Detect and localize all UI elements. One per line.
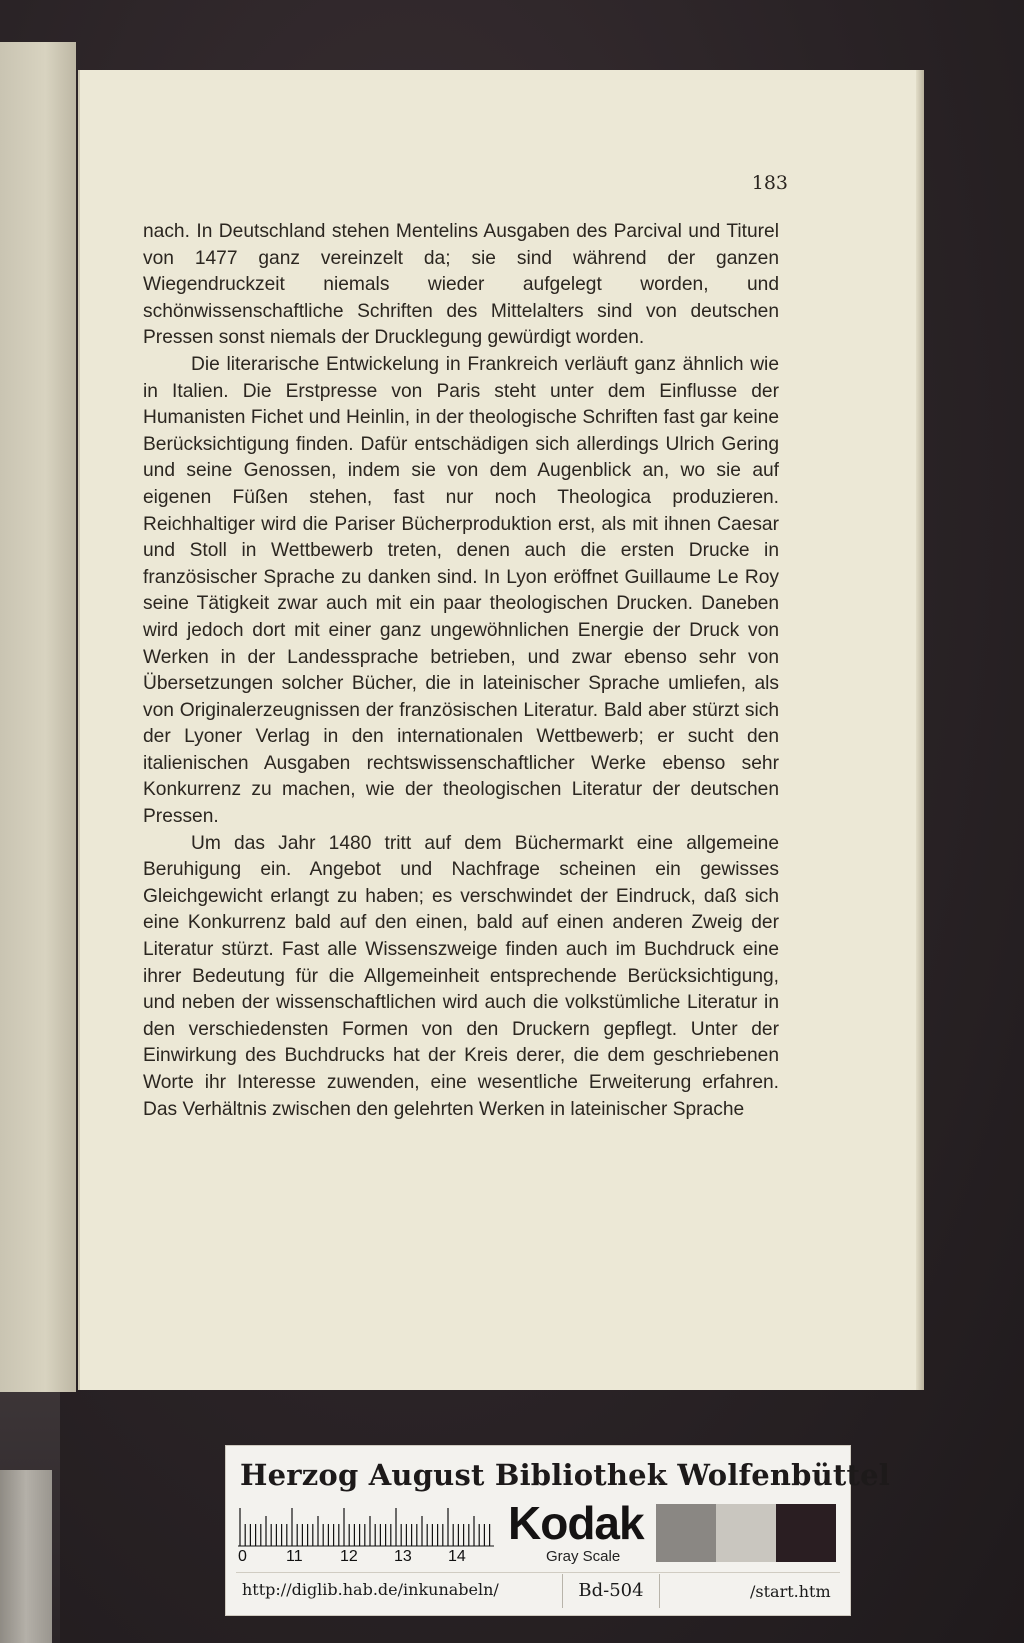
page-edge <box>916 70 924 1390</box>
swatch-dark <box>776 1504 836 1562</box>
paragraph: nach. In Deutschland stehen Mentelins Ausgaben des Parcival und Titurel von 1477 ganz vereinzelt da; sie sind während der ganzen Wiegendruckzeit niemals wieder aufgelegt worden, und schönwissenschaftliche Schriften des Mittelalters sind von deutschen Pressen sonst niemals der Drucklegung gewürdigt worden. <box>143 221 779 349</box>
page-number: 183 <box>751 172 788 194</box>
swatch-light-gray <box>716 1504 776 1562</box>
facing-page-edge <box>0 42 76 1392</box>
divider <box>236 1572 840 1573</box>
shelfmark: Bd-504 <box>562 1574 660 1608</box>
kodak-logo: Kodak <box>508 1497 644 1549</box>
library-footer-card <box>226 1446 890 1615</box>
gray-scale-label: Gray Scale <box>546 1548 621 1565</box>
start-page-url: /start.htm <box>750 1582 831 1601</box>
ruler-label: 0 <box>238 1548 247 1565</box>
paragraph: Die literarische Entwickelung in Frankreich verläuft ganz ähnlich wie in Italien. Die Erstpresse von Paris steht unter dem Einflusse der Humanisten Fichet und Heinlin, in der theologische Schriften fast gar keine Berücksichtigung finden. Dafür entschädigen sich allerdings Ulrich Gering und seine Genossen, indem sie von dem Augenblick an, wo sie auf eigenen Füßen stehen, fast nur noch Theologica produzieren. Reichhaltiger wird die Pariser Bücherproduktion erst, als mit ihnen Caesar und Stoll in Wettbewerb treten, denen auch die ersten Drucke in französischer Sprache zu danken sind. In Lyon eröffnet Guillaume Le Roy seine Tätigkeit zwar auch mit ein paar theologischen Drucken. Daneben wird jedoch dort mit einer ganz ungewöhnlichen Energie der Druck von Werken in der Landessprache betrieben, und zwar ebenso sehr von Übersetzungen solcher Bücher, die in lateinischer Sprache umliefen, als von Originalerzeugnissen der französischen Literatur. Bald aber stürzt sich der Lyoner Verlag in den internationalen Wettbewerb; er sucht den italienischen Ausgaben rechtswissenschaftlicher Werke ebenso sehr Konkurrenz zu machen, wie der theologischen Literatur der deutschen Pressen. <box>143 353 779 828</box>
ruler-label: 14 <box>448 1548 466 1565</box>
ruler-label: 13 <box>394 1548 412 1565</box>
library-name: Herzog August Bibliothek Wolfenbüttel <box>240 1458 890 1492</box>
swatch-mid-gray <box>656 1504 716 1562</box>
digital-library-url: http://diglib.hab.de/inkunabeln/ <box>242 1580 499 1599</box>
ruler-labels <box>238 1548 494 1568</box>
ruler-scale <box>238 1504 494 1548</box>
paragraph: Um das Jahr 1480 tritt auf dem Büchermarkt eine allgemeine Beruhigung ein. Angebot und Nachfrage scheinen ein gewisses Gleichgewicht erlangt zu haben; es verschwindet der Eindruck, daß sich eine Konkurrenz bald auf den einen, bald auf einen anderen Zweig der Literatur stürzt. Fast alle Wissenszweige finden auch im Buchdruck eine ihrer Bedeutung für die Allgemeinheit entsprechende Berücksichtigung, und neben der wissenschaftlichen wird auch die volkstümliche Literatur in den verschiedensten Formen von den Druckern gepflegt. Unter der Einwirkung des Buchdrucks hat der Kreis derer, die dem geschriebenen Worte ihr Interesse zuwenden, eine wesentliche Erweiterung erfahren. Das Verhältnis zwischen den gelehrten Werken in lateinischer Sprache <box>143 832 779 1120</box>
scan-target-strip <box>0 1470 52 1643</box>
ruler-label: 12 <box>340 1548 358 1565</box>
body-text <box>143 219 779 1123</box>
ruler-label: 11 <box>286 1548 303 1565</box>
gray-scale-swatches <box>656 1504 842 1562</box>
